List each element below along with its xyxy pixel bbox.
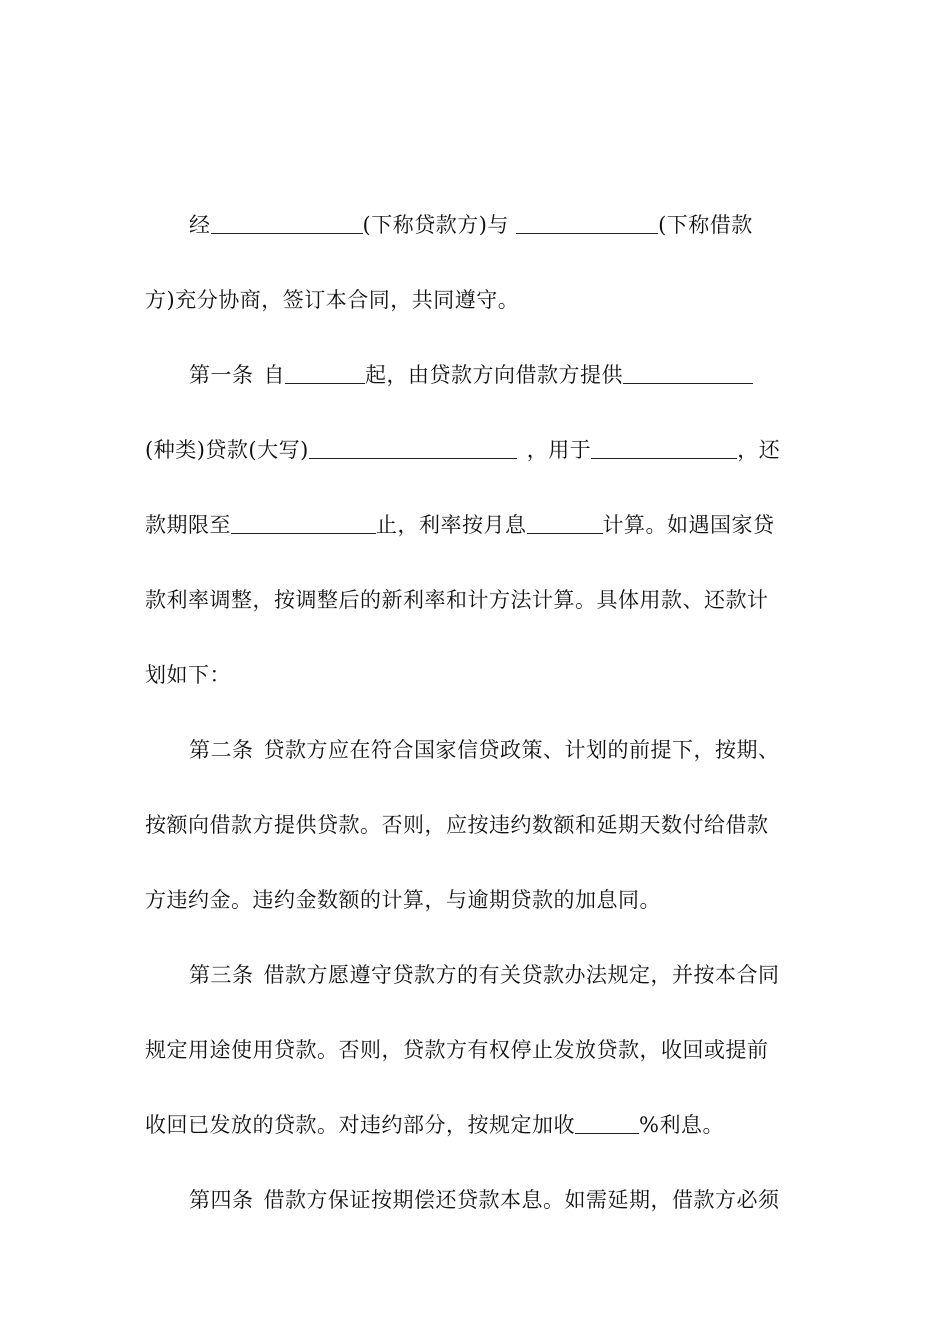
text-segment: 借款方愿遵守贷款方的有关贷款办法规定，并按本合同 [263,963,780,987]
text-segment: 规定用途使用贷款。否则，贷款方有权停止发放贷款，收回或提前 [145,1038,769,1062]
text-line [145,655,231,695]
text-segment: 借款方保证按期偿还贷款本息。如需延期，借款方必须 [263,1188,780,1212]
text-segment: 款利率调整，按调整后的新利率和计方法计算。具体用款、还款计 [145,588,769,612]
text-segment: 贷款方应在符合国家信贷政策、计划的前提下，按期、 [263,738,780,762]
blank-field[interactable] [575,1107,639,1134]
text-segment: 止，利率按月息 [376,513,527,537]
text-line [189,355,753,395]
article-label: 第四条 [189,1188,254,1212]
text-line [145,1105,724,1145]
text-line [145,805,769,845]
text-segment: 自 [263,363,285,387]
text-segment: (下称贷款方)与 [362,213,509,237]
text-line [189,1180,780,1220]
article-label: 第二条 [189,738,254,762]
text-segment: 收回已发放的贷款。对违约部分，按规定加收 [145,1113,575,1137]
blank-field[interactable] [591,432,737,459]
text-line [145,580,769,620]
blank-field[interactable] [309,432,517,459]
text-line [145,280,519,320]
text-segment: 起，由贷款方向借款方提供 [365,363,623,387]
text-segment: %利息。 [639,1113,724,1137]
text-segment: 方违约金。违约金数额的计算，与逾期贷款的加息同。 [145,888,661,912]
text-segment: (种类)贷款(大写) [145,438,309,462]
text-segment: ，用于 [526,438,592,462]
text-line [189,730,780,770]
text-line [189,955,780,995]
text-segment: 计算。如遇国家贷 [602,513,775,537]
text-line [145,430,780,470]
article-label: 第三条 [189,963,254,987]
text-line [145,1030,769,1070]
text-line [189,205,753,245]
text-segment: (下称借款 [658,213,753,237]
text-segment: 方)充分协商，签订本合同，共同遵守。 [145,288,520,312]
blank-field[interactable] [285,357,365,384]
blank-field[interactable] [211,207,363,234]
text-line [145,880,661,920]
text-segment: 划如下： [145,663,231,687]
blank-field[interactable] [231,507,376,534]
blank-field[interactable] [527,507,603,534]
article-label: 第一条 [189,363,254,387]
text-segment: 款期限至 [145,513,231,537]
text-segment: 经 [189,213,211,237]
blank-field[interactable] [516,207,658,234]
blank-field[interactable] [623,357,753,384]
text-line [145,505,775,545]
text-segment: ，还 [737,438,781,462]
text-segment: 按额向借款方提供贷款。否则，应按违约数额和延期天数付给借款 [145,813,769,837]
